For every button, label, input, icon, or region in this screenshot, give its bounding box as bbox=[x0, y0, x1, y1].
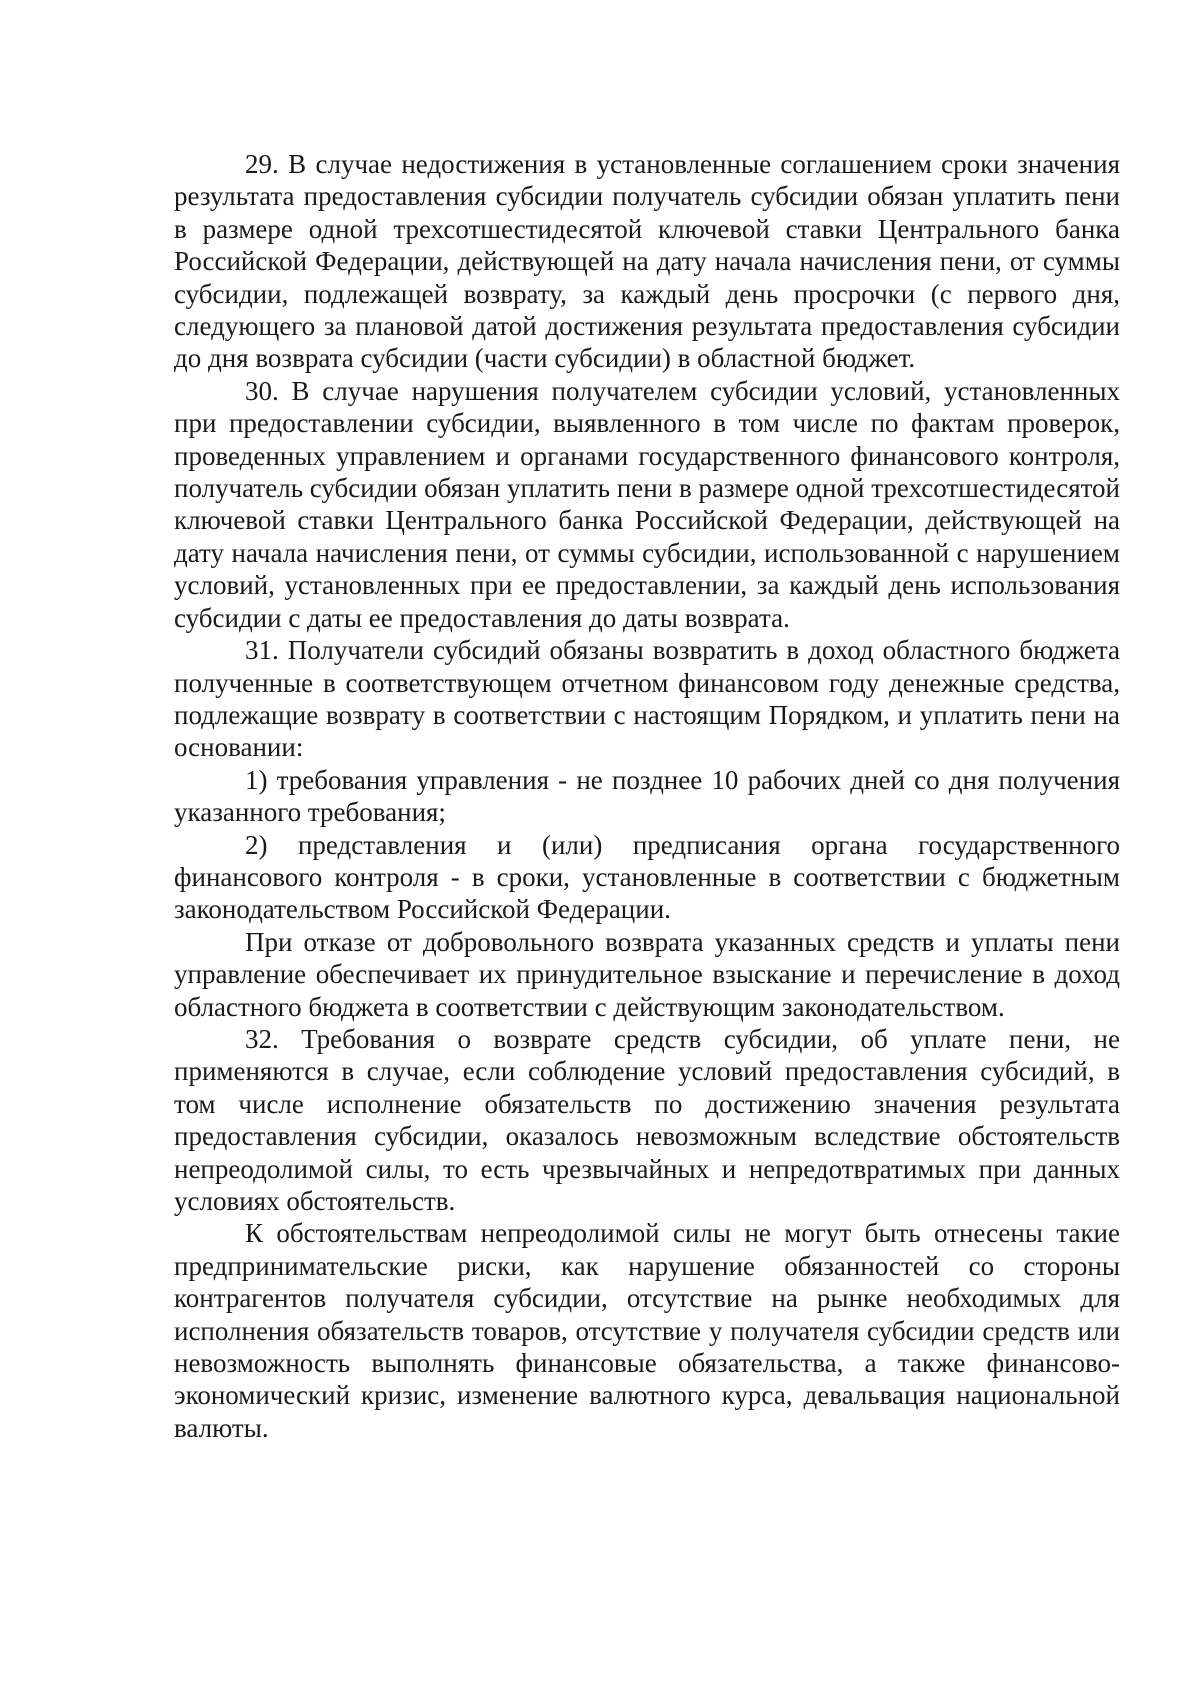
document-body bbox=[174, 148, 1120, 1444]
paragraph-31-refusal: При отказе от добровольного возврата указанных средств и уплаты пени управление обеспечивает их принудительное взыскание и перечисление в доход областного бюджета в соответствии с действующим законодательством. bbox=[174, 926, 1120, 1022]
paragraph-30: 30. В случае нарушения получателем субсидии условий, установленных при предоставлении субсидии, выявленного в том числе по фактам проверок, проведенных управлением и органами государственного финансового контроля, получатель субсидии обязан уплатить пени в размере одной трехсотшестидесятой ключевой ставки Центрального банка Российской Федерации, действующей на дату начала начисления пени, от суммы субсидии, использованной с нарушением условий, установленных при ее предоставлении, за каждый день использования субсидии с даты ее предоставления до даты возврата. bbox=[174, 375, 1120, 633]
paragraph-32-force-majeure: К обстоятельствам непреодолимой силы не могут быть отнесены такие предпринимательские риски, как нарушение обязанностей со стороны контрагентов получателя субсидии, отсутствие на рынке необходимых для исполнения обязательств товаров, отсутствие у получателя субсидии средств или невозможность выполнять финансовые обязательства, а также финансово-экономический кризис, изменение валютного курса, девальвация национальной валюты. bbox=[174, 1218, 1120, 1443]
paragraph-31-item-2: 2) представления и (или) предписания органа государственного финансового контроля - в сроки, установленные в соответствии с бюджетным законодательством Российской Федерации. bbox=[174, 829, 1120, 925]
paragraph-31-item-1: 1) требования управления - не позднее 10 рабочих дней со дня получения указанного требования; bbox=[174, 764, 1120, 828]
paragraph-31: 31. Получатели субсидий обязаны возвратить в доход областного бюджета полученные в соответствующем отчетном финансовом году денежные средства, подлежащие возврату в соответствии с настоящим Порядком, и уплатить пени на основании: bbox=[174, 635, 1120, 763]
paragraph-32: 32. Требования о возврате средств субсидии, об уплате пени, не применяются в случае, если соблюдение условий предоставления субсидий, в том числе исполнение обязательств по достижению значения результата предоставления субсидии, оказалось невозможным вследствие обстоятельств непреодолимой силы, то есть чрезвычайных и непредотвратимых при данных условиях обстоятельств. bbox=[174, 1023, 1120, 1216]
paragraph-29: 29. В случае недостижения в установленные соглашением сроки значения результата предоставления субсидии получатель субсидии обязан уплатить пени в размере одной трехсотшестидесятой ключевой ставки Центрального банка Российской Федерации, действующей на дату начала начисления пени, от суммы субсидии, подлежащей возврату, за каждый день просрочки (с первого дня, следующего за плановой датой достижения результата предоставления субсидии до дня возврата субсидии (части субсидии) в областной бюджет. bbox=[174, 149, 1120, 374]
